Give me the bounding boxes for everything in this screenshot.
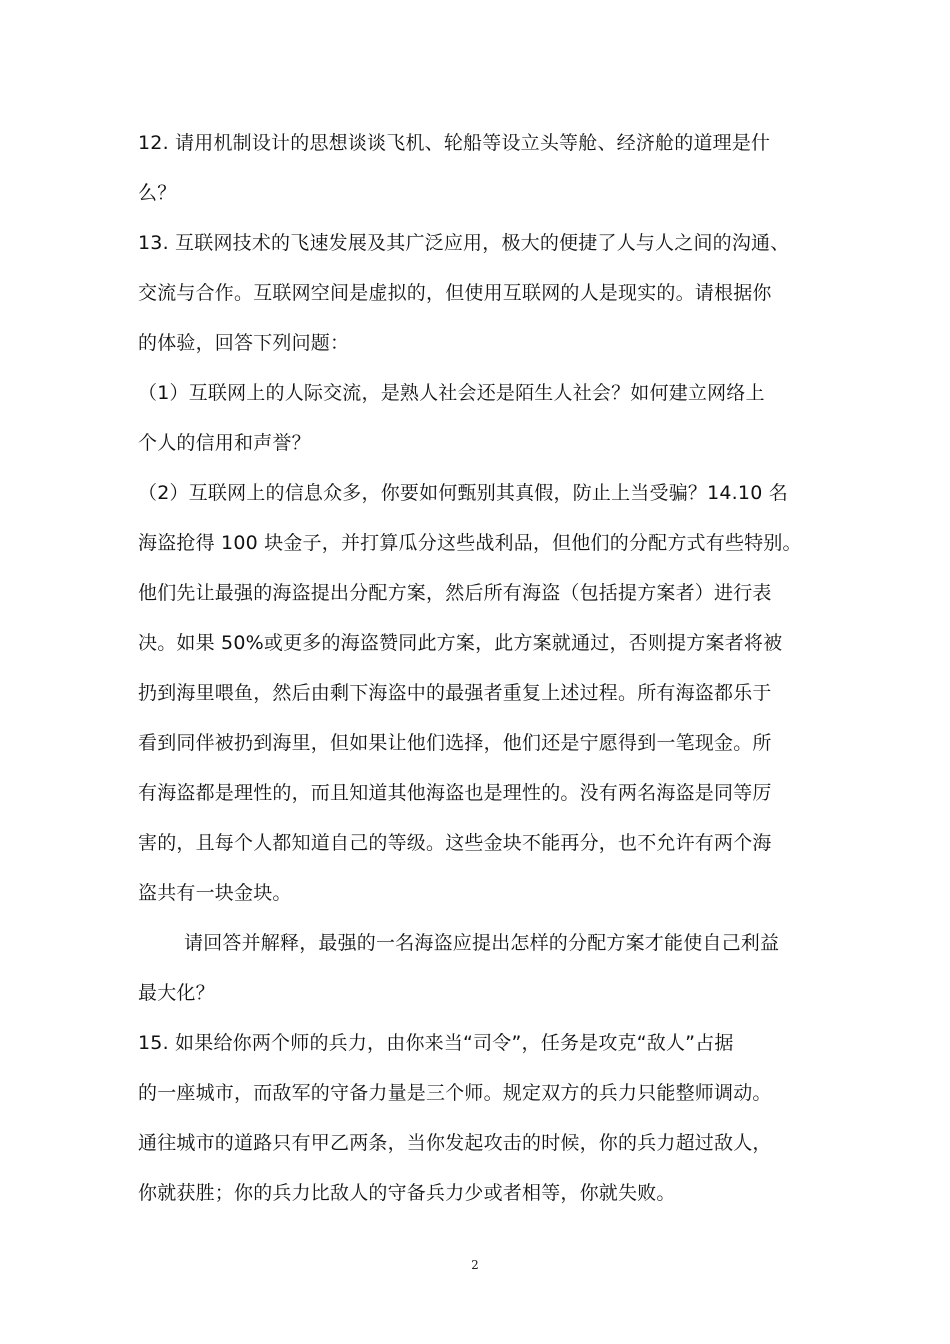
question-15-line-4: 你就获胜；你的兵力比敌人的守备兵力少或者相等，你就失败。: [138, 1182, 676, 1204]
question-14-prompt-line-2: 最大化？: [138, 982, 215, 1004]
question-14-line-3: 决。如果 50%或更多的海盗赞同此方案，此方案就通过，否则提方案者将被: [138, 632, 783, 654]
question-14-prompt-line-1: 请回答并解释，最强的一名海盗应提出怎样的分配方案才能使自己利益: [184, 932, 780, 954]
document-body: [138, 118, 818, 1218]
question-13-sub1-line-1: （1）互联网上的人际交流，是熟人社会还是陌生人社会？如何建立网络上: [138, 382, 765, 404]
question-14-line-1: 海盗抢得 100 块金子，并打算瓜分这些战利品，但他们的分配方式有些特别。: [138, 532, 802, 554]
question-14-line-8: 盗共有一块金块。: [138, 882, 292, 904]
page-number: 2: [471, 1258, 479, 1272]
question-13-line-1: 13. 互联网技术的飞速发展及其广泛应用，极大的便捷了人与人之间的沟通、: [138, 232, 790, 254]
question-14-line-5: 看到同伴被扔到海里，但如果让他们选择，他们还是宁愿得到一笔现金。所: [138, 732, 772, 754]
question-12-line-2: 么？: [138, 182, 177, 204]
question-14-line-6: 有海盗都是理性的，而且知道其他海盗也是理性的。没有两名海盗是同等厉: [138, 782, 772, 804]
question-13-line-3: 的体验，回答下列问题：: [138, 332, 350, 354]
question-12-line-1: 12. 请用机制设计的思想谈谈飞机、轮船等设立头等舱、经济舱的道理是什: [138, 132, 771, 154]
question-13-line-2: 交流与合作。互联网空间是虚拟的，但使用互联网的人是现实的。请根据你: [138, 282, 772, 304]
question-14-line-7: 害的，且每个人都知道自己的等级。这些金块不能再分，也不允许有两个海: [138, 832, 772, 854]
question-15-line-1: 15. 如果给你两个师的兵力，由你来当“司令”，任务是攻克“敌人”占据: [138, 1032, 734, 1054]
question-14-line-4: 扔到海里喂鱼，然后由剩下海盗中的最强者重复上述过程。所有海盗都乐于: [138, 682, 772, 704]
question-13-sub2-line-1: （2）互联网上的信息众多，你要如何甄别其真假，防止上当受骗？14.10 名: [138, 482, 788, 504]
question-15-line-3: 通往城市的道路只有甲乙两条，当你发起攻击的时候，你的兵力超过敌人，: [138, 1132, 772, 1154]
question-13-sub1-line-2: 个人的信用和声誉？: [138, 432, 311, 454]
question-15-line-2: 的一座城市，而敌军的守备力量是三个师。规定双方的兵力只能整师调动。: [138, 1082, 772, 1104]
question-14-line-2: 他们先让最强的海盗提出分配方案，然后所有海盗（包括提方案者）进行表: [138, 582, 772, 604]
